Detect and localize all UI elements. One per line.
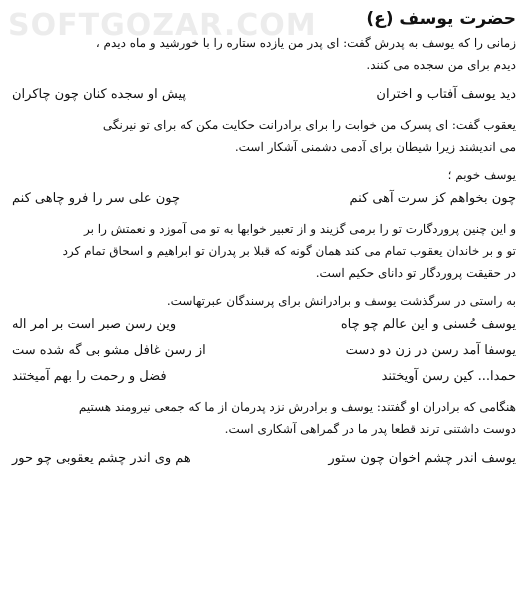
verse-hemistich-first: یوسف اندر چشم اخوان چون ستور: [328, 451, 516, 466]
verse-rope-3: [12, 364, 516, 390]
paragraph-chosen-line2: تو و بر خاندان یعقوب تمام می کند همان گونه که قبلا بر پدران تو ابراهیم و اسحاق تمام کرد: [62, 244, 516, 258]
verse-hemistich-second: پیش او سجده کنان چون چاکران: [12, 87, 187, 102]
verse-rope-1: [12, 312, 516, 338]
paragraph-yaqub-line1: یعقوب گفت: ای پسرک من خوابت را برای برادرانت حکایت مکن که برای تو نیرنگی: [102, 118, 516, 132]
page-title: حضرت یوسف (ع): [366, 9, 516, 29]
verse-hemistich-second: فضل و رحمت را بهم آمیختند: [12, 369, 167, 384]
verse-hemistich-second: وین رسن صبر است بر امر اله: [12, 317, 177, 332]
watermark-logo: SOFTGOZAR.COM: [8, 8, 317, 43]
verse-eyes: [12, 446, 516, 472]
verse-hemistich-first: چون بخواهم کز سرت آهی کنم: [349, 191, 516, 206]
paragraph-yaqub-line2: می اندیشند زیرا شیطان برای آدمی دشمنی آشکار است.: [234, 140, 516, 154]
paragraph-yusuf-dear: یوسف خوبم ؛: [447, 168, 516, 182]
verse-hemistich-first: یوسفا آمد رسن در زن دو دست: [345, 343, 516, 358]
verse-well: [12, 186, 516, 212]
verse-hemistich-second: از رسن غافل مشو بی گه شده ست: [12, 343, 206, 358]
paragraph-chosen-line1: و این چنین پروردگارت تو را برمی گزیند و از تعبیر خوابها به تو می آموزد و نعمتش را بر: [84, 222, 516, 236]
verse-hemistich-first: دید یوسف آفتاب و اختران: [376, 87, 516, 102]
verse-sun-and-stars: [12, 82, 516, 108]
paragraph-dream-line1: زمانی را که یوسف به پدرش گفت: ای پدر من یازده ستاره را با خورشید و ماه دیدم ،: [95, 36, 516, 50]
verse-hemistich-first: یوسف حُسنی و این عالم چو چاه: [340, 317, 516, 332]
verse-hemistich-second: هم وی اندر چشم یعقوبی چو حور: [12, 451, 191, 466]
verse-rope-2: [12, 338, 516, 364]
paragraph-lessons: به راستی در سرگذشت یوسف و برادرانش برای پرسندگان عبرتهاست.: [166, 294, 516, 308]
paragraph-brothers-line2: دوست داشتنی ترند قطعا پدر ما در گمراهی آشکاری است.: [224, 422, 516, 436]
verse-hemistich-first: حمدا... کین رسن آویختند: [381, 369, 516, 384]
verse-hemistich-second: چون علی سر را فرو چاهی کنم: [12, 191, 181, 206]
paragraph-dream-line2: دیدم برای من سجده می کنند.: [366, 58, 516, 72]
paragraph-brothers-line1: هنگامی که برادران او گفتند: یوسف و برادرش نزد پدرمان از ما که جمعی نیرومند هستیم: [78, 400, 516, 414]
paragraph-chosen-line3: در حقیقت پروردگار تو دانای حکیم است.: [315, 266, 516, 280]
